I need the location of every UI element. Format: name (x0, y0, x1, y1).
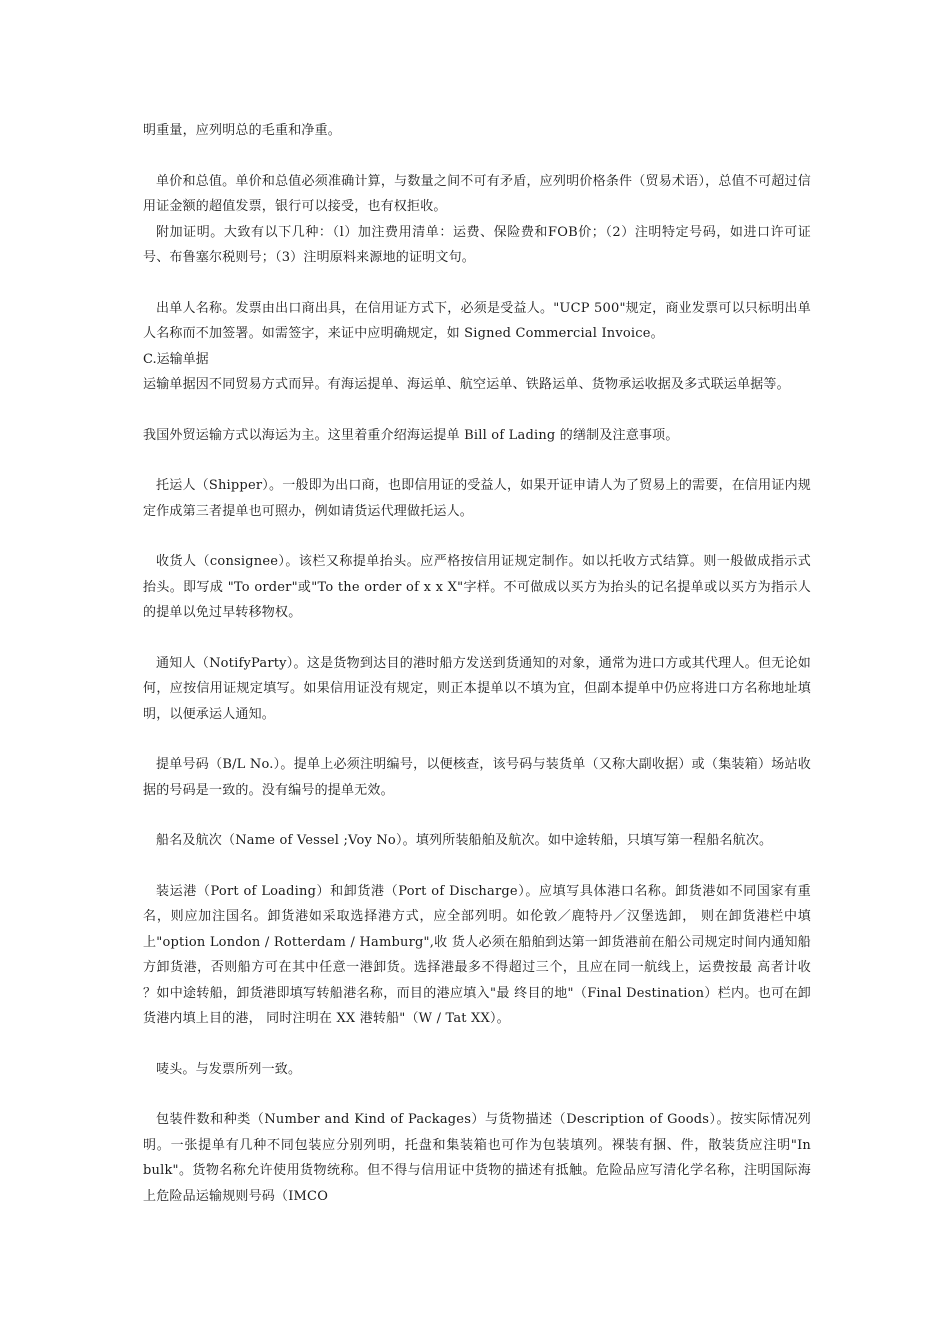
paragraph-additional-certification: 附加证明。大致有以下几种：（l）加注费用清单：运费、保险费和FOB价；（2）注明特定号码，如进口许可证号、布鲁塞尔税则号；（3）注明原料来源地的证明文句。 (143, 224, 811, 265)
paragraph-ports: 装运港（Port of Loading）和卸货港（Port of Discharge）。应填写具体港口名称。卸货港如不同国家有重名，则应加注国名。卸货港如采取选择港方式，应全部列明。如伦敦／鹿特丹／汉堡选卸， 则在卸货港栏中填上"option London / Rotterdam / Hamburg",收 货人必须在船舶到达第一卸货港前在船公司规定时间内通知船方卸货港，否则船方可在其中任意一港卸货。选择港最多不得超过三个，且应在同一航线上，运费按最 高者计收 ？如中途转船，卸货港即填写转船港名称，而目的港应填入"最 终目的地"（Final Destination）栏内。也可在卸货港内填上目的港， 同时注明在 XX 港转船"（W / Tat XX）。 (143, 883, 811, 1026)
paragraph-issuer-name: 出单人名称。发票由出口商出具，在信用证方式下，必须是受益人。"UCP 500"规定，商业发票可以只标明出单人名称而不加签署。如需签字，来证中应明确规定，如 Signed Commercial Invoice。 (143, 300, 811, 341)
document-page (143, 118, 811, 1209)
paragraph-bl-number: 提单号码（B/L No.）。提单上必须注明编号，以便核查，该号码与装货单（又称大副收据）或（集装箱）场站收据的号码是一致的。没有编号的提单无效。 (143, 757, 811, 798)
paragraph-notify-party: 通知人（NotifyParty）。这是货物到达目的港时船方发送到货通知的对象，通常为进口方或其代理人。但无论如何，应按信用证规定填写。如果信用证没有规定，则正本提单以不填为宜，但副本提单中仍应将进口方名称地址填明，以便承运人通知。 (143, 655, 811, 722)
paragraph-vessel-voyage: 船名及航次（Name of Vessel ;Voy No）。填列所装船舶及航次。如中途转船，只填写第一程船名航次。 (156, 833, 773, 848)
paragraph-consignee: 收货人（consignee）。该栏又称提单抬头。应严格按信用证规定制作。如以托收方式结算。则一般做成指示式抬头。即写成 "To order"或"To the order of x x X"字样。不可做成以买方为抬头的记名提单或以买方为指示人的提单以免过早转移物权。 (143, 554, 811, 620)
paragraph-unit-price-total: 单价和总值。单价和总值必须准确计算，与数量之间不可有矛盾，应列明价格条件（贸易术语），总值不可超过信用证金额的超值发票，银行可以接受，也有权拒收。 (143, 173, 811, 214)
paragraph-transport-intro: 运输单据因不同贸易方式而异。有海运提单、海运单、航空运单、铁路运单、货物承运收据及多式联运单据等。 (143, 377, 790, 392)
paragraph-weight-continued: 明重量，应列明总的毛重和净重。 (143, 123, 342, 138)
paragraph-marks: 唛头。与发票所列一致。 (156, 1061, 302, 1077)
paragraph-packages-description: 包装件数和种类（Number and Kind of Packages）与货物描述（Description of Goods）。按实际情况列明。一张提单有几种不同包装应分别列明，托盘和集装箱也可作为包装填列。裸装有捆、件，散装货应注明"In bulk"。货物名称允许使用货物统称。但不得与信用证中货物的描述有抵触。危险品应写清化学名称，注明国际海上危险品运输规则号码（IMCO (143, 1112, 811, 1204)
paragraph-bill-of-lading-intro: 我国外贸运输方式以海运为主。这里着重介绍海运提单 Bill of Lading 的缮制及注意事项。 (143, 427, 679, 443)
section-heading-transport-documents: C.运输单据 (143, 351, 209, 367)
paragraph-shipper: 托运人（Shipper）。一般即为出口商，也即信用证的受益人，如果开证申请人为了贸易上的需要，在信用证内规定作成第三者提单也可照办，例如请货运代理做托运人。 (143, 478, 811, 519)
